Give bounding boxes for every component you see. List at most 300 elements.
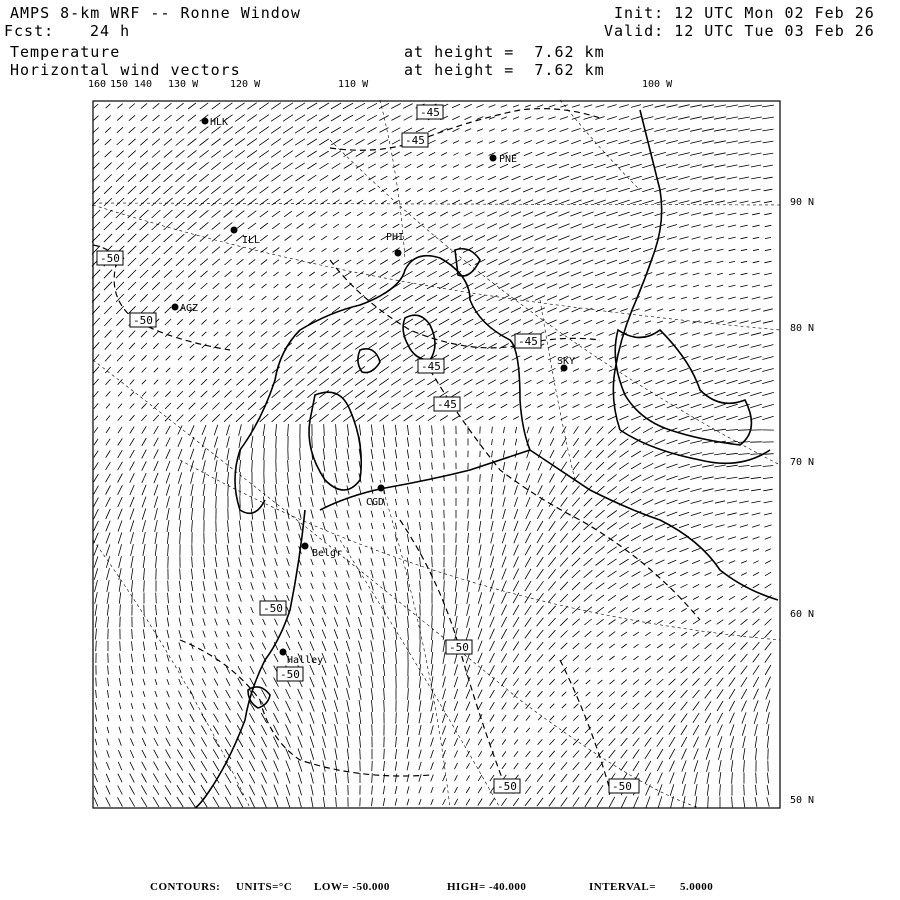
wind-vector [594,176,605,180]
wind-vector [655,512,666,517]
wind-vector [607,260,617,264]
wind-vector [666,117,677,120]
wind-vector [741,608,748,613]
wind-vector [669,644,675,648]
wind-vector [191,655,193,661]
wind-vector [332,175,340,180]
wind-vector [143,679,145,686]
wind-vector [130,750,134,758]
wind-vector [666,177,677,180]
wind-vector [765,630,772,638]
wind-vector [751,501,760,503]
wind-vector [455,616,457,628]
wind-vector [642,188,653,191]
wind-vector [249,272,255,277]
wind-vector [368,164,376,168]
wind-vector [164,210,173,218]
wind-vector [284,355,292,361]
wind-vector [432,534,433,543]
wind-vector [379,379,389,386]
wind-vector [502,545,506,556]
wind-vector [190,425,194,434]
wind-vector [619,475,629,482]
wind-vector [573,369,579,372]
wind-vector [501,117,507,119]
wind-vector [359,676,362,688]
wind-vector [106,450,111,457]
wind-vector [311,485,313,495]
wind-vector [669,333,676,335]
wind-vector [655,536,665,540]
wind-vector [310,760,313,771]
wind-vector [705,285,711,287]
wind-vector [239,619,241,625]
wind-vector [727,368,738,371]
wind-vector [754,700,758,711]
wind-vector [142,750,146,758]
wind-vector [681,655,688,660]
wind-vector [463,259,473,264]
wind-vector [537,798,543,806]
wind-vector [93,151,99,157]
wind-vector [681,690,688,698]
wind-vector [476,105,483,108]
wind-vector [309,236,315,240]
wind-vector [360,749,361,760]
wind-vector [561,774,567,782]
wind-vector [152,198,161,206]
wind-vector [346,629,349,639]
wind-vector [690,117,702,120]
wind-vector [572,486,579,495]
wind-vector [104,294,112,302]
wind-vector [286,749,291,760]
wind-vector [464,379,473,384]
wind-vector [261,308,266,312]
wind-vector [187,162,196,169]
wind-vector [730,724,734,735]
wind-vector [120,653,121,662]
wind-vector [167,496,170,507]
wind-vector [606,176,617,180]
wind-vector [549,405,555,408]
wind-vector [407,522,408,529]
wind-vector [732,772,733,783]
wind-vector [320,343,329,350]
wind-vector [739,177,749,179]
wind-vector [142,403,147,408]
wind-vector [633,749,639,758]
wind-vector [355,379,365,386]
wind-vector [741,249,747,250]
wind-vector [343,139,352,145]
wind-vector [298,713,303,724]
wind-vector [225,283,231,288]
valid-time: Valid: 12 UTC Tue 03 Feb 26 [604,22,875,40]
wind-vector [383,425,384,436]
wind-vector [164,150,172,157]
wind-vector [309,248,314,252]
wind-vector [729,643,736,650]
wind-vector [726,141,737,143]
wind-vector [727,177,737,179]
wind-vector [141,331,147,337]
wind-vector [513,392,520,396]
wind-vector [595,510,604,518]
wind-vector [501,605,506,616]
wind-vector [763,321,773,323]
wind-vector [320,175,328,180]
wind-vector [526,728,530,733]
wind-vector [332,188,340,193]
wind-vector [105,116,110,121]
wind-vector [491,486,492,495]
wind-vector [141,797,147,807]
wind-vector [396,652,397,664]
wind-vector [395,546,397,554]
wind-vector [705,690,712,699]
wind-vector [525,642,531,650]
wind-vector [562,692,567,697]
wind-vector [655,416,665,420]
wind-vector [549,774,555,782]
wind-vector [356,139,365,144]
wind-vector [705,273,711,275]
wind-vector [104,222,112,230]
wind-vector [523,200,533,204]
wind-vector [167,508,169,520]
wind-vector [307,151,316,157]
wind-vector [308,175,317,181]
wind-vector [392,128,401,133]
wind-vector [715,165,726,167]
wind-vector [369,200,375,204]
wind-vector [525,798,531,806]
wind-vector [584,546,593,554]
wind-vector [179,679,182,685]
wind-vector [547,320,556,324]
wind-vector [642,176,654,179]
wind-vector [263,436,264,448]
wind-vector [251,521,253,532]
wind-vector [235,127,245,134]
wind-vector [559,296,569,300]
wind-vector [331,355,340,362]
wind-vector [141,343,147,349]
wind-vector [525,593,531,603]
wind-vector [464,200,472,204]
wind-vector [247,151,257,158]
wind-vector [321,236,327,240]
wind-vector [357,260,364,264]
wind-vector [371,449,373,459]
wind-vector [452,200,460,204]
wind-vector [276,436,277,448]
wind-vector [94,116,99,121]
wind-vector [404,152,411,156]
wind-vector [320,187,328,192]
wind-vector [284,402,293,410]
wind-vector [224,235,232,242]
wind-vector [336,797,337,807]
wind-vector [765,572,771,576]
southern-island-a [615,330,751,445]
wind-vector [451,367,460,373]
wind-vector [597,427,604,434]
wind-vector [335,712,338,724]
wind-vector [726,430,738,431]
wind-vector [548,569,555,578]
wind-vector [512,141,519,144]
wind-vector [118,532,122,543]
wind-vector [560,117,568,120]
wind-vector [322,641,326,651]
wind-vector [347,712,349,724]
wind-vector [262,785,267,796]
wind-vector [296,211,304,216]
wind-vector [104,198,112,206]
wind-vector [656,380,665,383]
wind-vector [679,189,690,192]
wind-vector [165,797,171,807]
wind-vector [404,248,412,253]
wind-vector [261,749,266,760]
wind-vector [549,533,556,543]
wind-vector [643,524,653,529]
wind-vector [442,726,445,735]
station-phi-marker [395,250,402,257]
wind-vector [453,128,460,131]
wind-vector [298,725,303,736]
wind-vector [477,153,483,156]
wind-vector [740,297,748,299]
wind-vector [656,273,664,276]
wind-vector [298,607,301,614]
forecast-label: Fcst: [4,22,55,40]
wind-vector [755,785,756,795]
wind-vector [607,486,616,493]
wind-vector [324,436,325,448]
wind-vector [763,477,773,478]
wind-vector [272,402,281,410]
station-ill-marker [231,227,238,234]
wind-vector [597,774,603,783]
wind-vector [344,151,353,156]
wind-vector [693,632,699,636]
wind-vector [299,485,301,496]
wind-vector [237,259,244,265]
wind-vector [633,691,639,697]
wind-vector [95,616,97,627]
wind-vector [526,474,529,483]
wind-vector [537,774,543,781]
wind-vector [467,545,468,556]
wind-vector [548,606,555,614]
wind-vector [177,797,183,807]
wind-vector [466,726,470,734]
wind-vector [693,678,700,685]
wind-vector [419,787,421,794]
wind-vector [643,427,653,432]
wind-vector [491,521,493,531]
wind-vector [407,437,408,446]
wind-vector [106,404,110,409]
wind-vector [200,247,208,254]
wind-vector [645,345,652,347]
wind-vector [274,654,278,662]
wind-vector [572,129,581,132]
wind-vector [403,307,413,313]
wind-vector [167,642,169,650]
wind-vector [499,259,510,264]
wind-vector [705,620,711,624]
wind-vector [501,653,506,662]
wind-vector [559,200,570,204]
wind-vector [93,379,98,385]
wind-vector [310,748,313,759]
wind-vector [319,127,329,133]
wind-vector [583,272,593,276]
wind-vector [251,582,254,589]
wind-vector [729,285,736,287]
wind-vector [501,798,506,806]
wind-vector [177,331,182,336]
wind-vector [359,617,362,627]
wind-vector [681,608,686,611]
wind-vector [371,629,374,640]
wind-vector [155,679,157,685]
wind-vector [692,261,700,263]
wind-vector [251,533,253,543]
wind-vector [597,381,604,384]
wind-vector [490,592,494,603]
wind-vector [596,498,605,506]
wind-vector [455,580,456,591]
wind-vector [656,345,663,348]
wind-vector [371,570,373,578]
wind-vector [154,496,157,507]
wind-vector [201,773,207,783]
wind-vector [249,761,255,772]
wind-vector [762,392,774,395]
wind-vector [606,188,617,192]
wind-vector [607,105,616,108]
wind-vector [249,355,256,361]
wind-vector [323,797,324,807]
wind-vector [407,713,408,724]
wind-vector [168,581,169,592]
wind-vector [670,772,674,783]
wind-vector [754,712,758,723]
wind-vector [344,188,351,193]
wind-vector [573,774,579,782]
wind-vector [419,713,421,724]
wind-vector [260,235,267,241]
wind-vector [299,583,301,589]
wind-vector [415,283,425,289]
wind-vector [491,509,493,519]
wind-vector [212,103,221,109]
wind-vector [632,272,641,275]
wind-vector [537,642,543,650]
contour-label: -45 [437,398,457,411]
wind-vector [654,164,666,167]
wind-vector [152,258,160,266]
wind-vector [702,117,714,119]
wind-vector [237,713,242,722]
wind-vector [693,620,699,624]
wind-vector [261,343,268,349]
wind-vector [489,105,496,108]
wind-vector [574,426,579,433]
wind-vector [572,607,580,614]
wind-vector [200,271,207,277]
wind-vector [96,629,97,640]
wind-vector [94,497,99,506]
wind-vector [343,390,353,397]
wind-vector [300,448,301,460]
wind-vector [573,462,579,470]
wind-vector [167,667,169,673]
wind-vector [407,546,408,555]
wind-vector [719,760,721,772]
wind-vector [420,557,421,567]
wind-vector [727,513,736,515]
wind-vector [212,414,220,421]
wind-vector [632,380,640,383]
wind-vector [335,436,336,447]
wind-vector [142,392,146,397]
wind-vector [764,525,771,527]
wind-vector [454,677,457,688]
wind-vector [729,596,735,600]
wind-vector [679,524,689,528]
wind-vector [383,523,385,529]
wind-vector [247,187,256,194]
wind-vector [237,355,243,361]
wind-vector [479,545,481,556]
wind-vector [391,343,401,350]
wind-vector [165,344,170,349]
wind-vector [140,186,149,194]
wind-vector [525,392,531,395]
wind-vector [381,176,388,180]
wind-vector [251,619,254,625]
station-halley-marker [280,649,287,656]
wind-vector [130,509,134,520]
wind-vector [694,749,699,760]
wind-vector [694,760,698,771]
wind-vector [239,545,241,555]
wind-vector [429,165,435,168]
wind-vector [334,676,338,687]
wind-vector [466,665,470,675]
wind-vector [633,321,639,323]
wind-vector [738,105,750,107]
wind-vector [177,785,183,795]
wind-vector [619,140,630,143]
wind-vector [501,105,507,108]
wind-vector [273,701,278,711]
wind-vector [287,521,289,530]
wind-vector [175,186,184,194]
wind-vector [657,667,663,672]
wind-vector [117,355,123,361]
wind-vector [537,763,542,770]
wind-vector [475,247,485,252]
wind-vector [153,115,160,121]
wind-vector [106,497,111,507]
